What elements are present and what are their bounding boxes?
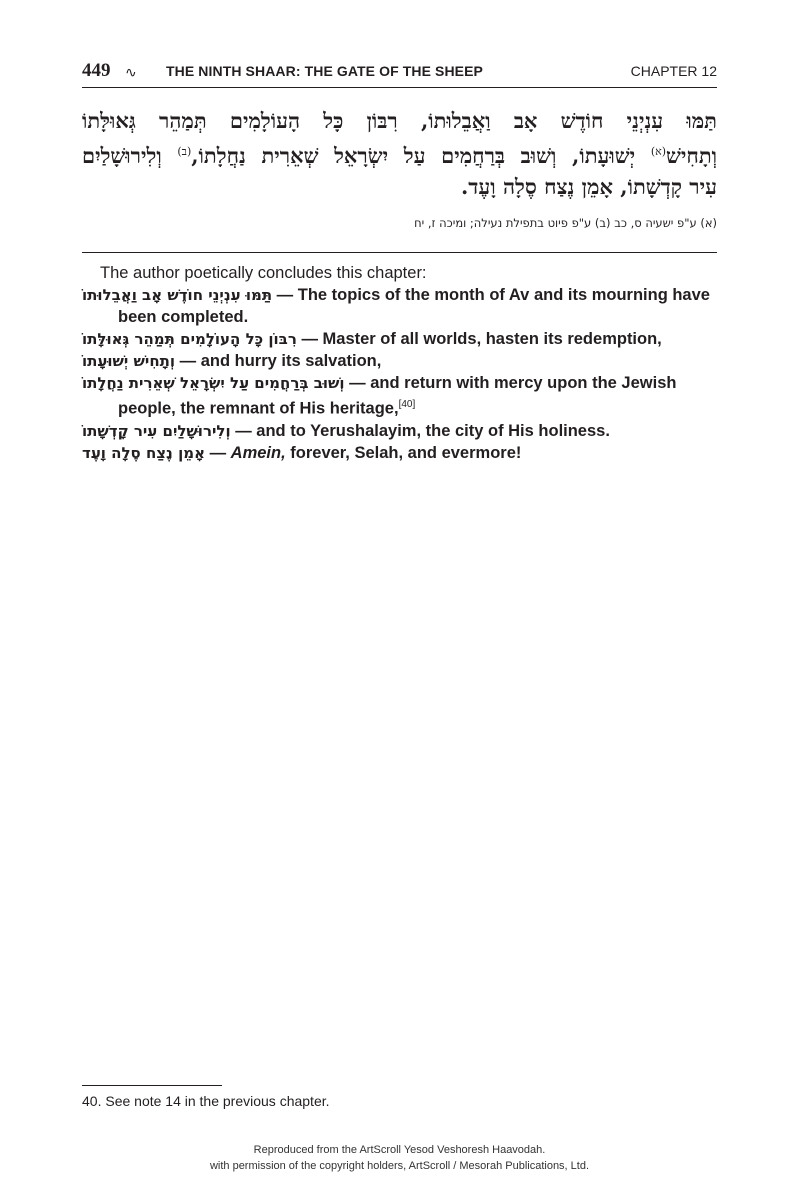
credit-line-2: with permission of the copyright holders, ArtScroll / Mesorah Publications, Ltd.	[209, 1160, 590, 1172]
hebrew-phrase: רִבּוֹן כָּל הָעוֹלָמִים תְּמַהֵר גְּאוּלָּתוֹ	[82, 330, 297, 348]
page-number: 449	[82, 60, 111, 81]
translation-entry	[82, 328, 717, 350]
hebrew-line-3: עִיר קָדְשָׁתוֹ, אָמֵן נֶצַח סֶלָה וָעֶד.	[460, 174, 717, 199]
running-header	[82, 58, 717, 86]
translation-entry	[82, 420, 717, 442]
translation-text: — Master of all worlds, hasten its redemption,	[296, 330, 662, 348]
translation-text: — The topics of the month of Av and its mourning have been completed.	[118, 286, 710, 326]
translation-text: forever, Selah, and evermore!	[285, 443, 522, 462]
intro-line: The author poetically concludes this chapter:	[100, 264, 427, 282]
translation-text: — and to Yerushalayim, the city of His holiness.	[230, 421, 610, 440]
translation-entry	[82, 372, 717, 420]
translation-entry	[82, 442, 717, 464]
italic-word: Amein,	[230, 443, 286, 462]
hebrew-word: וְתָחִישׁ	[666, 143, 718, 168]
hebrew-word: וְלִירוּשָׁלַיִם	[82, 143, 162, 168]
translation-text: — and return with mercy upon the Jewish people, the remnant of His heritage,	[118, 374, 677, 418]
credit-line-1: Reproduced from the ArtScroll Yesod Veshoresh Haavodah.	[253, 1144, 546, 1156]
ornament-icon: ∿	[125, 64, 137, 80]
section-rule	[82, 252, 717, 253]
hebrew-text-block	[82, 105, 717, 202]
footnote-marker-b: (ב)	[177, 145, 192, 158]
book-page	[82, 0, 717, 1200]
hebrew-phrase: וְתָחִישׁ יְשׁוּעָתוֹ	[82, 352, 176, 370]
hebrew-line-1: תַּמּוּ עִנְיְנֵי חוֹדֶשׁ אָב וַאֲבֵלוּתוֹ, רִבּוֹן כָּל הָעוֹלָמִים תְּמַהֵר גְּאוּלָּתוֹ	[82, 108, 717, 133]
footnote-rule	[82, 1085, 222, 1086]
hebrew-phrase: יְשׁוּעָתוֹ, וְשׁוּב בְּרַחֲמִים עַל יִשְׂרָאֵל שְׁאֵרִית נַחֲלָתוֹ,	[191, 143, 636, 168]
running-title: THE NINTH SHAAR: THE GATE OF THE SHEEP	[166, 63, 483, 79]
footnote-40: 40. See note 14 in the previous chapter.	[82, 1093, 330, 1109]
credit-block	[82, 1142, 717, 1174]
translation-entry	[82, 284, 717, 328]
chapter-label: CHAPTER 12	[630, 63, 717, 79]
footnote-ref[interactable]: [40]	[398, 399, 416, 410]
dash: —	[205, 443, 231, 462]
hebrew-phrase: וְשׁוּב בְּרַחֲמִים עַל יִשְׂרָאֵל שְׁאֵרִית נַחֲלָתוֹ	[82, 374, 345, 392]
hebrew-phrase: וְלִירוּשָׁלַיִם עִיר קָדְשָׁתוֹ	[82, 421, 231, 440]
hebrew-line-2	[82, 136, 717, 171]
hebrew-phrase: תַּמּוּ עִנְיְנֵי חוֹדֶשׁ אָב וַאֲבֵלוּתוֹ	[82, 286, 273, 304]
header-rule	[82, 87, 717, 88]
footnote-marker-a: (א)	[650, 145, 667, 158]
hebrew-footnotes: (א) ע"פ ישעיה ס, כב (ב) ע"פ פיוט בתפילת נעילה; ומיכה ז, יח	[414, 216, 717, 230]
hebrew-phrase: אָמֵן נֶצַח סֶלָה וָעֶד	[82, 443, 205, 462]
english-translation	[82, 262, 717, 464]
translation-entry	[82, 350, 717, 372]
translation-text: — and hurry its salvation,	[175, 352, 382, 370]
